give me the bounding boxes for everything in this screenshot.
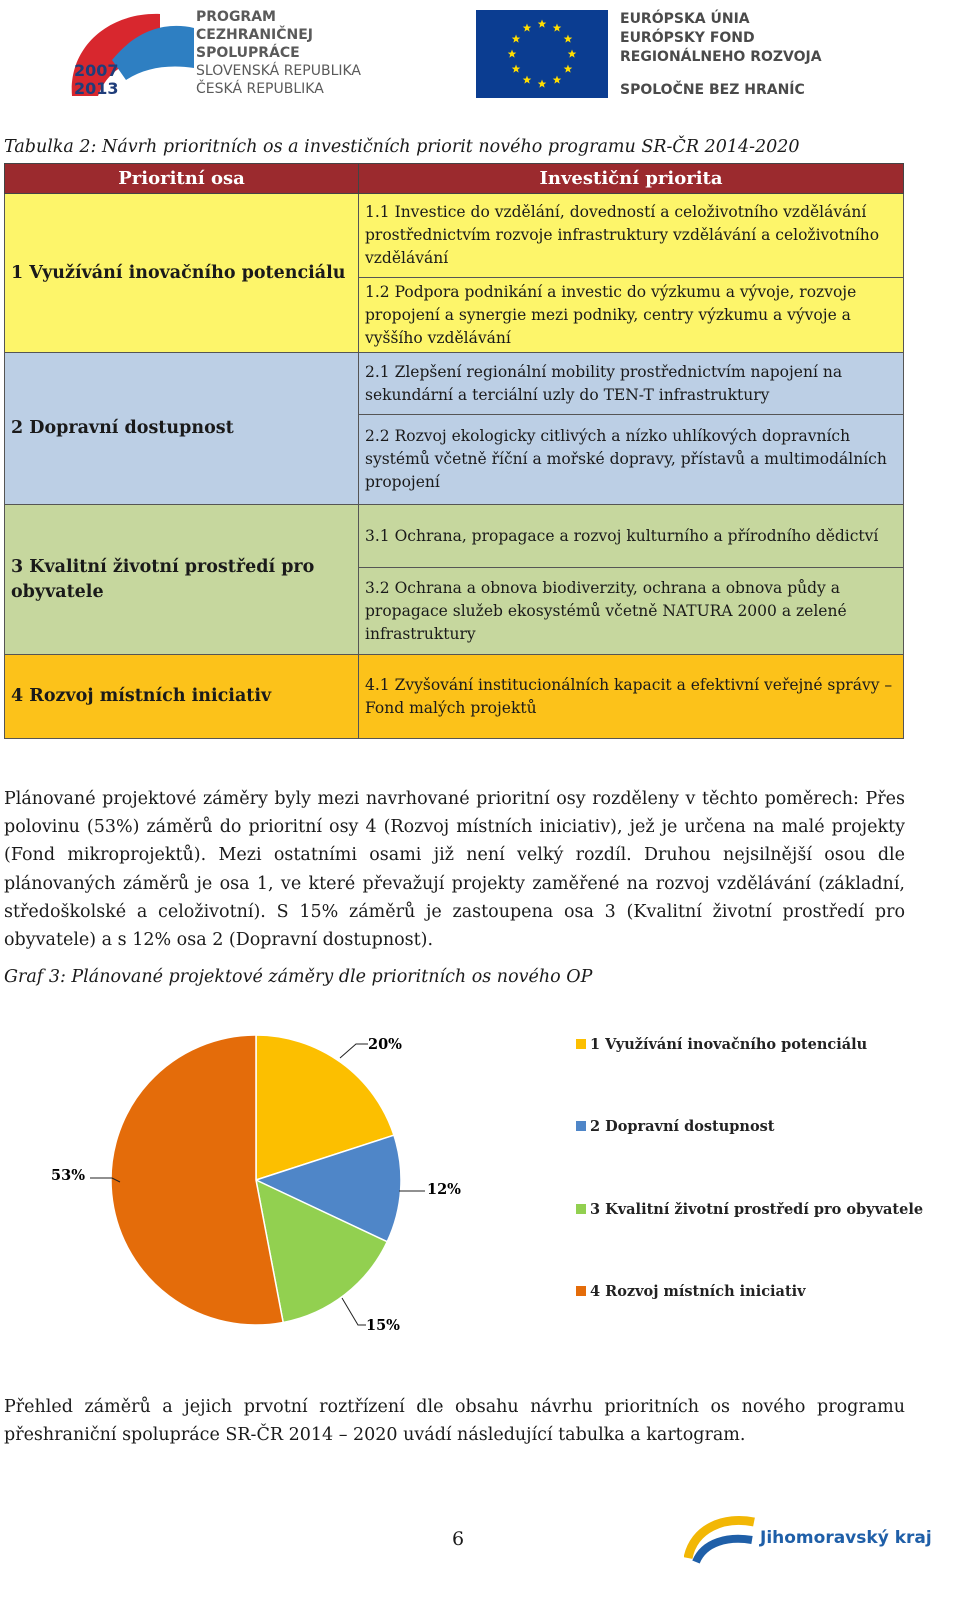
eu-flag bbox=[476, 10, 608, 98]
eu-star bbox=[564, 35, 573, 43]
table-caption: Tabulka 2: Návrh prioritních os a investičních priorit nového programu SR-ČR 2014-2020 bbox=[4, 137, 800, 157]
program-line-2: CEZHRANIČNEJ bbox=[196, 27, 314, 43]
axis-3-name: 3 Kvalitní životní prostředí pro obyvatele bbox=[5, 505, 359, 655]
eu-star bbox=[564, 65, 573, 73]
legend-swatch-3 bbox=[576, 1204, 586, 1214]
program-logo bbox=[68, 8, 428, 104]
eu-star bbox=[568, 50, 577, 58]
eu-motto: SPOLOČNE BEZ HRANÍC bbox=[620, 82, 805, 98]
priority-1-1: 1.1 Investice do vzdělání, dovedností a celoživotního vzdělávání prostřednictvím rozvoje infrastruktury vzdělávání a celoživotního vzdělávání bbox=[359, 194, 904, 278]
axis-4-name: 4 Rozvoj místních iniciativ bbox=[5, 655, 359, 739]
eu-line-2: EURÓPSKY FOND bbox=[620, 30, 755, 46]
program-year-start: 2007 bbox=[74, 61, 119, 80]
eu-line-1: EURÓPSKA ÚNIA bbox=[620, 11, 750, 27]
priority-2-2: 2.2 Rozvoj ekologicky citlivých a nízko uhlíkových dopravních systémů včetně říční a mořské dopravy, přístavů a multimodálních propojení bbox=[359, 415, 904, 505]
chart-caption: Graf 3: Plánované projektové záměry dle prioritních os nového OP bbox=[4, 967, 593, 987]
legend-label-1: 1 Využívání inovačního potenciálu bbox=[590, 1036, 868, 1053]
column-header-priority: Investiční priorita bbox=[359, 164, 904, 194]
paragraph-overview: Přehled záměrů a jejich prvotní roztřízení dle obsahu návrhu prioritních os nového programu přeshraniční spolupráce SR-ČR 2014 – 2020 uvádí následující tabulka a kartogram. bbox=[4, 1397, 905, 1446]
legend-label-4: 4 Rozvoj místních iniciativ bbox=[590, 1283, 806, 1300]
eu-star bbox=[553, 24, 562, 32]
footer-logo-text: Jihomoravský kraj bbox=[760, 1528, 932, 1548]
axis-2-name: 2 Dopravní dostupnost bbox=[5, 353, 359, 505]
eu-star bbox=[538, 20, 547, 28]
pie-chart bbox=[0, 1000, 960, 1360]
paragraph-distribution: Plánované projektové záměry byly mezi navrhované prioritní osy rozděleny v těchto poměrech: Přes polovinu (53%) záměrů do prioritní osy 4 (Rozvoj místních iniciativ), jež je určena na malé projekty (Fond mikroprojektů). Mezi ostatními osami již není velký rozdíl. Druhou nejsilnější osou dle plánovaných záměrů je osa 1, ve které převažují projekty zaměřené na rozvoj vzdělávání (základní, středoškolské a celoživotní). S 15% záměrů je zastoupena osa 3 (Kvalitní životní prostředí pro obyvatele) a s 12% osa 2 (Dopravní dostupnost). bbox=[4, 789, 905, 951]
axis-1-name: 1 Využívání inovačního potenciálu bbox=[5, 194, 359, 353]
legend-swatch-1 bbox=[576, 1039, 586, 1049]
legend-label-3: 3 Kvalitní životní prostředí pro obyvatele bbox=[590, 1201, 924, 1218]
legend-swatch-2 bbox=[576, 1121, 586, 1131]
jihomoravsky-kraj-logo-icon bbox=[684, 1508, 758, 1564]
column-header-axis: Prioritní osa bbox=[5, 164, 359, 194]
eu-line-3: REGIONÁLNEHO ROZVOJA bbox=[620, 49, 822, 65]
legend-swatch-4 bbox=[576, 1286, 586, 1296]
program-line-3: SPOLUPRÁCE bbox=[196, 45, 300, 61]
priority-1-2: 1.2 Podpora podnikání a investic do výzkumu a vývoje, rozvoje propojení a synergie mezi podniky, centry výzkumu a vývoje a vyššího vzdělávání bbox=[359, 278, 904, 353]
data-label-1: 20% bbox=[368, 1036, 402, 1053]
data-label-2: 12% bbox=[427, 1181, 461, 1198]
eu-star bbox=[523, 75, 532, 83]
leader-line-1 bbox=[340, 1044, 368, 1058]
eu-logo-text bbox=[620, 10, 822, 67]
program-line-4: SLOVENSKÁ REPUBLIKA bbox=[196, 63, 362, 79]
eu-star bbox=[512, 65, 521, 73]
page-number: 6 bbox=[452, 1528, 465, 1550]
eu-star bbox=[508, 50, 517, 58]
eu-star bbox=[523, 24, 532, 32]
priority-table bbox=[4, 163, 904, 739]
leader-line-3 bbox=[342, 1298, 366, 1325]
priority-3-2: 3.2 Ochrana a obnova biodiverzity, ochrana a obnova půdy a propagace služeb ekosystémů včetně NATURA 2000 a zelené infrastruktury bbox=[359, 568, 904, 655]
program-line-1: PROGRAM bbox=[196, 9, 276, 25]
eu-star bbox=[553, 75, 562, 83]
eu-star bbox=[512, 35, 521, 43]
priority-3-1: 3.1 Ochrana, propagace a rozvoj kulturního a přírodního dědictví bbox=[359, 505, 904, 568]
data-label-4: 53% bbox=[51, 1167, 85, 1184]
program-line-5: ČESKÁ REPUBLIKA bbox=[196, 81, 324, 97]
program-year-end: 2013 bbox=[74, 79, 119, 98]
eu-stars-icon bbox=[476, 10, 608, 98]
priority-4-1: 4.1 Zvyšování institucionálních kapacit a efektivní veřejné správy – Fond malých projektů bbox=[359, 655, 904, 739]
eu-star bbox=[538, 80, 547, 88]
data-label-3: 15% bbox=[366, 1317, 400, 1334]
priority-2-1: 2.1 Zlepšení regionální mobility prostřednictvím napojení na sekundární a terciální uzly do TEN-T infrastruktury bbox=[359, 353, 904, 415]
legend-label-2: 2 Dopravní dostupnost bbox=[590, 1118, 775, 1135]
